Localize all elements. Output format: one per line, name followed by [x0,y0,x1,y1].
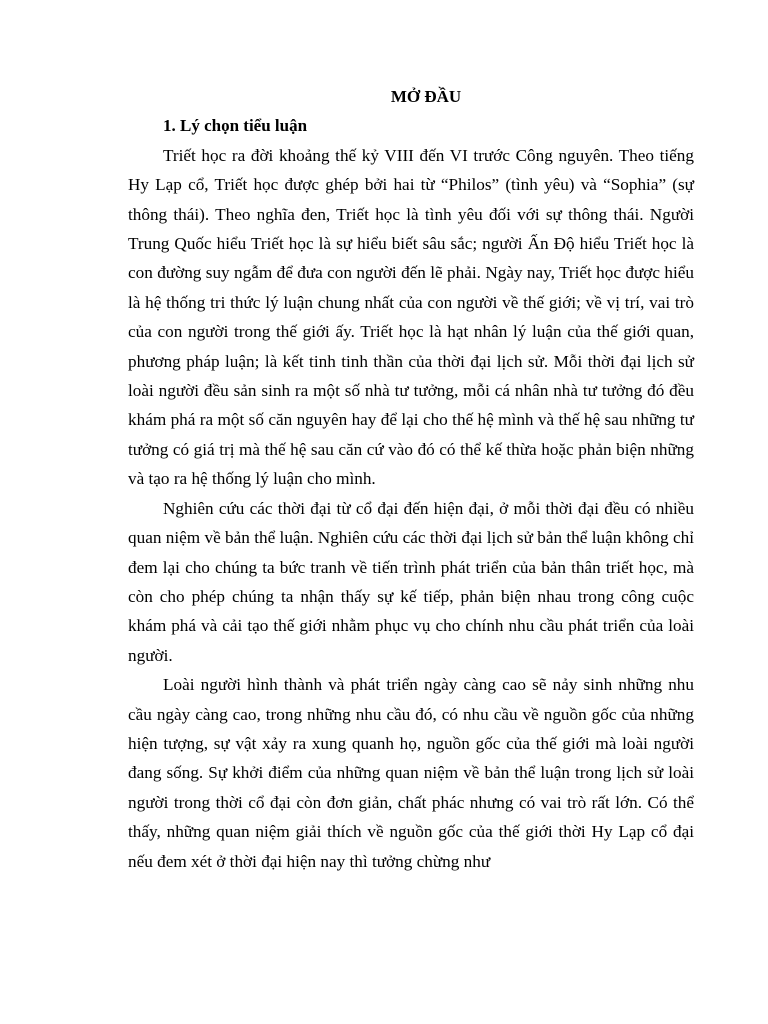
section-heading: 1. Lý chọn tiểu luận [163,116,308,136]
paragraph-3: Loài người hình thành và phát triển ngày càng cao sẽ nảy sinh những nhu cầu ngày càng cao, trong những nhu cầu đó, có nhu cầu về nguồn gốc của những hiện tượng, sự vật xảy ra xung quanh họ, nguồn gốc của thế giới mà loài người đang sống. Sự khởi điểm của những quan niệm về bản thể luận trong lịch sử loài người trong thời cổ đại còn đơn giản, chất phác nhưng có vai trò rất lớn. Có thể thấy, những quan niệm giải thích về nguồn gốc của thế giới thời Hy Lạp cổ đại nếu đem xét ở thời đại hiện nay thì tưởng chừng như [128,675,694,871]
paragraph-1: Triết học ra đời khoảng thế kỷ VIII đến VI trước Công nguyên. Theo tiếng Hy Lạp cổ, Triết học được ghép bởi hai từ “Philos” (tình yêu) và “Sophia” (sự thông thái). Theo nghĩa đen, Triết học là tình yêu đối với sự thông thái. Người Trung Quốc hiểu Triết học là sự hiểu biết sâu sắc; người Ấn Độ hiểu Triết học là con đường suy ngẫm để đưa con người đến lẽ phải. Ngày nay, Triết học được hiểu là hệ thống tri thức lý luận chung nhất của con người về thế giới; về vị trí, vai trò của con người trong thế giới ấy. Triết học là hạt nhân lý luận của thế giới quan, phương pháp luận; là kết tinh tinh thần của thời đại lịch sử. Mỗi thời đại lịch sử loài người đều sản sinh ra một số nhà tư tưởng, mỗi cá nhân nhà tư tưởng đó đều khám phá ra một số căn nguyên hay để lại cho thế hệ mình và thế hệ sau những tư tưởng có giá trị mà thế hệ sau căn cứ vào đó có thể kế thừa hoặc phản biện những và tạo ra hệ thống lý luận cho mình. [128,145,694,489]
paragraph-2: Nghiên cứu các thời đại từ cổ đại đến hiện đại, ở mỗi thời đại đều có nhiều quan niệm về bản thể luận. Nghiên cứu các thời đại lịch sử bản thể luận không chỉ đem lại cho chúng ta bức tranh về tiến trình phát triển của bản thân triết học, mà còn cho phép chúng ta nhận thấy sự kế tiếp, phản biện nhau trong công cuộc khám phá và cải tạo thế giới nhằm phục vụ cho chính nhu cầu phát triển của loài người. [128,498,694,665]
document-page [128,82,694,876]
document-title: MỞ ĐẦU [390,87,462,106]
